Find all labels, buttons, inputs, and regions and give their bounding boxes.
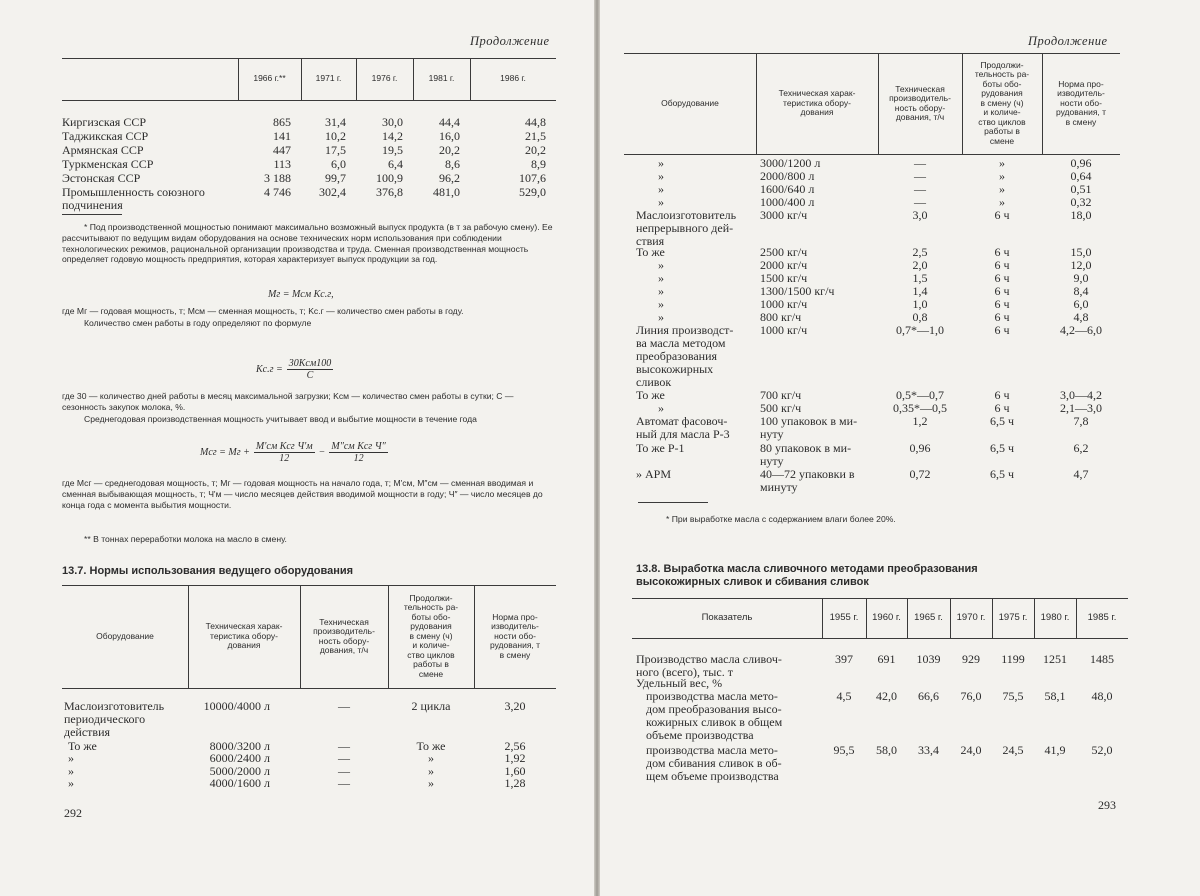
- equip-norm: 2,1—3,0: [1060, 401, 1102, 415]
- continuation-label: Продолжение: [1028, 34, 1108, 48]
- equip-name: То же: [636, 388, 665, 402]
- table-cell: 58,1: [1044, 689, 1066, 703]
- equip-productivity: 0,96: [909, 441, 931, 455]
- table-cell: 19,5: [382, 143, 403, 157]
- row-label: Таджикская ССР: [62, 129, 149, 143]
- equip-spec: 1000 кг/ч: [760, 323, 808, 337]
- footnote-block: [62, 222, 556, 266]
- col-header: 1985 г.: [1087, 612, 1117, 624]
- equip-productivity: —: [914, 169, 926, 183]
- col-header: 1955 г.: [829, 612, 859, 624]
- table-cell: 24,0: [960, 743, 982, 757]
- footnote-paragraph: * Под производственной мощностью понимают максимально возможный выпуск продукта (в т за рабочую смену). Ее рассчитывают по ведущим видам оборудования на основе технических норм использования при соблюдении технологических режимов, рациональной организации производства и труда. Сменная производственная мощность определяет годовую мощность предприятия, которая характеризует выпуск продукции за год.: [62, 222, 553, 265]
- table-cell: 302,4: [319, 185, 346, 199]
- col-header: Продолжи- тельность ра- боты обо- рудования в смену (ч) и количе- ство циклов работы в смене: [974, 59, 1030, 146]
- equip-duration: »: [999, 182, 1005, 196]
- table-cell: 75,5: [1002, 689, 1024, 703]
- equip-duration: »: [428, 764, 434, 778]
- equip-productivity: 0,35*—0,5: [893, 401, 947, 415]
- equip-productivity: —: [914, 195, 926, 209]
- equip-duration: 6 ч: [994, 258, 1010, 272]
- equip-duration: 6 ч: [994, 297, 1010, 311]
- table-cell: 100,9: [376, 171, 403, 185]
- col-header: Продолжи- тельность ра- боты обо- рудования в смену (ч) и количе- ство циклов работы в смене: [403, 592, 459, 679]
- equip-norm: 0,51: [1070, 182, 1092, 196]
- row-label: производства масла мето- дом преобразования высо- кожирных сливок в общем объеме производства: [646, 689, 783, 742]
- equip-name: »: [68, 764, 74, 778]
- equip-spec: 500 кг/ч: [760, 401, 802, 415]
- col-header: 1966 г.**: [253, 73, 286, 84]
- equip-norm: 4,2—6,0: [1060, 323, 1102, 337]
- equip-norm: 4,8: [1073, 310, 1089, 324]
- formula-2: [256, 358, 333, 381]
- col-header: Показатель: [701, 612, 753, 624]
- equip-productivity: —: [338, 751, 350, 765]
- row-label: Удельный вес, %: [636, 676, 723, 690]
- equip-norm: 0,96: [1070, 156, 1092, 170]
- equip-name: »: [658, 182, 664, 196]
- equip-spec: 6000/2400 л: [209, 751, 270, 765]
- equip-spec: 1300/1500 кг/ч: [760, 284, 835, 298]
- equip-norm: 0,32: [1070, 195, 1092, 209]
- row-label: Производство масла сливоч- ного (всего), тыс. т: [636, 652, 782, 679]
- equip-name: »: [658, 169, 664, 183]
- table-cell: 376,8: [376, 185, 403, 199]
- formula-1: Mг = Mсм Kс.г,: [268, 289, 334, 300]
- formula-operator: −: [318, 447, 326, 458]
- formula-lhs: Mсг = Mг +: [200, 447, 250, 458]
- table-cell: 4,5: [836, 689, 852, 703]
- col-header: 1965 г.: [914, 612, 943, 624]
- equip-duration: 2 цикла: [411, 699, 451, 713]
- row-label: Киргизская ССР: [62, 115, 147, 129]
- formula-3: [200, 441, 388, 464]
- table-cell: 76,0: [960, 689, 982, 703]
- equip-spec: 3000/1200 л: [760, 156, 821, 170]
- equip-productivity: —: [914, 182, 926, 196]
- table-cell: 397: [835, 652, 853, 666]
- equip-name: То же Р-1: [636, 441, 685, 455]
- equip-productivity: —: [338, 764, 350, 778]
- table-cell: 1485: [1090, 652, 1114, 666]
- col-header: Норма про- изводитель- ности обо- рудования, т в смену: [1055, 78, 1107, 127]
- equip-norm: 9,0: [1073, 271, 1089, 285]
- equip-norm: 12,0: [1070, 258, 1092, 272]
- table-cell: 30,0: [382, 115, 403, 129]
- equip-duration: 6 ч: [994, 310, 1010, 324]
- table-cell: 42,0: [876, 689, 897, 703]
- equip-norm: 1,60: [504, 764, 526, 778]
- col-header: 1960 г.: [872, 612, 901, 624]
- equip-productivity: 0,72: [909, 467, 931, 481]
- row-label: Эстонская ССР: [62, 171, 141, 185]
- equip-productivity: 1,5: [912, 271, 928, 285]
- table-cell: 6,0: [331, 157, 346, 171]
- equip-productivity: 0,5*—0,7: [896, 388, 944, 402]
- equip-name: »: [658, 156, 664, 170]
- equip-norm: 3,20: [504, 699, 526, 713]
- row-label: Армянская ССР: [62, 143, 144, 157]
- equip-name: »: [658, 284, 664, 298]
- equip-spec: 800 кг/ч: [760, 310, 802, 324]
- table-cell: 3 188: [264, 171, 291, 185]
- equip-spec: 40—72 упаковки в минуту: [760, 467, 855, 494]
- formula-numerator: M'см Kсг Ч'м: [255, 441, 313, 452]
- equip-productivity: 0,8: [912, 310, 928, 324]
- footnote-paragraph: где Mг — годовая мощность, т; Mсм — сменная мощность, т; Kс.г — количество смен работы в году.: [62, 306, 464, 316]
- equip-norm: 1,28: [504, 776, 526, 790]
- equip-spec: 8000/3200 л: [209, 739, 270, 753]
- equip-spec: 3000 кг/ч: [760, 208, 808, 222]
- table-cell: 21,5: [525, 129, 546, 143]
- equip-productivity: 1,4: [912, 284, 928, 298]
- table-cell: 14,2: [382, 129, 403, 143]
- equip-duration: То же: [416, 739, 446, 753]
- table-cell: 99,7: [325, 171, 346, 185]
- equip-spec: 5000/2000 л: [209, 764, 270, 778]
- right-page: [600, 0, 1200, 896]
- equip-spec: 2000/800 л: [760, 169, 815, 183]
- equip-spec: 10000/4000 л: [203, 699, 270, 713]
- equip-name: Линия производст- ва масла методом преобразования высокожирных сливок: [636, 323, 734, 389]
- equip-productivity: —: [338, 739, 350, 753]
- equip-name: »: [658, 195, 664, 209]
- equip-spec: 700 кг/ч: [760, 388, 802, 402]
- table-cell: 929: [962, 652, 980, 666]
- equip-norm: 7,8: [1073, 414, 1089, 428]
- equip-duration: 6 ч: [994, 388, 1010, 402]
- table-cell: 141: [273, 129, 291, 143]
- equip-productivity: 1,2: [912, 414, 928, 428]
- table-cell: 95,5: [833, 743, 855, 757]
- continuation-label: Продолжение: [470, 34, 550, 48]
- table-cell: 113: [273, 157, 291, 171]
- left-page: [0, 0, 594, 896]
- col-header: Техническая производитель- ность обору- дования, т/ч: [889, 83, 951, 122]
- equip-spec: 2500 кг/ч: [760, 245, 808, 259]
- col-header: Техническая харак- теристика обору- дования: [778, 88, 856, 118]
- equip-norm: 18,0: [1070, 208, 1092, 222]
- equip-norm: 0,64: [1070, 169, 1092, 183]
- equip-spec: 4000/1600 л: [209, 776, 270, 790]
- table-cell: 529,0: [519, 185, 546, 199]
- equip-duration: 6 ч: [994, 271, 1010, 285]
- equip-norm: 3,0—4,2: [1060, 388, 1102, 402]
- equip-duration: 6,5 ч: [989, 441, 1015, 455]
- equip-spec: 80 упаковок в ми- нуту: [760, 441, 852, 468]
- equip-productivity: 0,7*—1,0: [896, 323, 944, 337]
- col-header: Техническая производитель- ность обору- дования, т/ч: [313, 616, 375, 655]
- equip-name: Маслоизготовитель периодического действия: [64, 699, 165, 739]
- equip-duration: 6 ч: [994, 208, 1010, 222]
- table-cell: 16,0: [439, 129, 460, 143]
- table-cell: 8,9: [531, 157, 546, 171]
- equip-norm: 4,7: [1073, 467, 1089, 481]
- table-cell: 44,4: [439, 115, 460, 129]
- table-cell: 107,6: [519, 171, 546, 185]
- formula-denominator: 12: [353, 453, 364, 464]
- equip-duration: »: [999, 169, 1005, 183]
- equip-duration: 6 ч: [994, 245, 1010, 259]
- section-title: 13.7. Нормы использования ведущего оборудования: [62, 565, 354, 577]
- equip-duration: 6 ч: [994, 284, 1010, 298]
- footnote-block-3: [62, 391, 556, 425]
- equip-norm: 6,0: [1073, 297, 1089, 311]
- row-label: производства масла мето- дом сбивания сливок в об- щем объеме производства: [646, 743, 782, 783]
- table-cell: 31,4: [325, 115, 346, 129]
- col-header: Оборудование: [661, 97, 719, 108]
- equip-name: »: [68, 751, 74, 765]
- col-header: 1970 г.: [956, 612, 986, 624]
- equip-productivity: 2,5: [912, 245, 928, 259]
- col-header: 1981 г.: [428, 73, 455, 84]
- equip-norm: 15,0: [1070, 245, 1092, 259]
- equip-name: »: [658, 401, 664, 415]
- formula-denominator: 12: [279, 453, 290, 464]
- table-cell: 58,0: [876, 743, 897, 757]
- footnote-paragraph: Количество смен работы в году определяют по формуле: [84, 317, 312, 328]
- col-header: 1986 г.: [500, 73, 526, 84]
- equip-productivity: —: [338, 699, 350, 713]
- footnote-paragraph: Среднегодовая производственная мощность учитывает ввод и выбытие мощности в течение года: [84, 413, 477, 424]
- section-title: 13.8. Выработка масла сливочного методами преобразования высокожирных сливок и сбивания сливок: [636, 563, 978, 588]
- row-label: Промышленность союзного подчинения: [62, 185, 205, 212]
- footnote-block-2: [62, 306, 556, 330]
- equip-name: »: [658, 310, 664, 324]
- table-cell: 66,6: [918, 689, 939, 703]
- row-label: Туркменская ССР: [62, 157, 154, 171]
- table-cell: 447: [273, 143, 291, 157]
- col-header: Оборудование: [96, 630, 154, 641]
- equip-name: »: [68, 776, 74, 790]
- col-header: 1980 г.: [1040, 612, 1070, 624]
- page-number: 292: [64, 806, 82, 820]
- table-cell: 691: [877, 652, 896, 666]
- formula-numerator: 30Kсм100: [288, 358, 332, 369]
- equip-productivity: —: [914, 156, 926, 170]
- equip-norm: 2,56: [504, 739, 526, 753]
- equip-duration: 6,5 ч: [989, 414, 1015, 428]
- equip-productivity: 1,0: [912, 297, 928, 311]
- footnote-double-star: ** В тоннах переработки молока на масло в смену.: [84, 534, 287, 544]
- equip-name: »: [658, 258, 664, 272]
- equip-duration: »: [999, 195, 1005, 209]
- equip-productivity: —: [338, 776, 350, 790]
- equip-duration: 6,5 ч: [989, 467, 1015, 481]
- footnote-block-4: [62, 478, 556, 511]
- table-cell: 20,2: [525, 143, 546, 157]
- table-cell: 1039: [916, 652, 941, 666]
- equip-duration: 6 ч: [994, 401, 1010, 415]
- equip-name: Автомат фасовоч- ный для масла Р-3: [636, 414, 730, 441]
- table-cell: 20,2: [439, 143, 460, 157]
- formula-numerator: M″см Kсг Ч″: [331, 441, 386, 452]
- table-cell: 96,2: [439, 171, 460, 185]
- page-number: 293: [1098, 798, 1116, 812]
- table-cell: 481,0: [433, 185, 460, 199]
- formula-lhs: Kс.г =: [256, 364, 283, 375]
- equip-name: То же: [68, 739, 97, 753]
- table-cell: 8,6: [445, 157, 460, 171]
- col-header: 1976 г.: [371, 73, 398, 84]
- table-cell: 24,5: [1002, 743, 1024, 757]
- table-cell: 33,4: [918, 743, 939, 757]
- table-cell: 10,2: [325, 129, 346, 143]
- equip-spec: 1000 кг/ч: [760, 297, 808, 311]
- equip-norm: 8,4: [1073, 284, 1089, 298]
- col-header: Норма про- изводитель- ности обо- рудования, т в смену: [489, 611, 541, 660]
- equip-duration: »: [999, 156, 1005, 170]
- equip-name: »: [658, 271, 664, 285]
- table-cell: 44,8: [525, 115, 546, 129]
- equip-productivity: 3,0: [912, 208, 928, 222]
- table-cell: 52,0: [1091, 743, 1113, 757]
- equip-norm: 1,92: [504, 751, 526, 765]
- table-cell: 865: [273, 115, 291, 129]
- table-cell: 4 746: [264, 185, 291, 199]
- footnote-paragraph: где Mсг — среднегодовая мощность, т; Mг — годовая мощность на начало года, т; M'см, M″см — сменная вводимая и сменная выбывающая мощность, т; Ч'м — число месяцев действия вводимой мощности в году; Ч″ — число месяцев до конца года с момента выбытия мощности.: [62, 478, 543, 510]
- table-cell: 48,0: [1091, 689, 1113, 703]
- col-header: Техническая харак- теристика обору- дования: [205, 621, 283, 651]
- equip-duration: »: [428, 776, 434, 790]
- col-header: 1971 г.: [315, 73, 342, 84]
- formula-denominator: C: [306, 370, 314, 381]
- equip-duration: 6 ч: [994, 323, 1010, 337]
- equip-name: Маслоизготовитель непрерывного дей- ствия: [636, 208, 737, 248]
- equip-spec: 2000 кг/ч: [760, 258, 808, 272]
- equip-spec: 1500 кг/ч: [760, 271, 808, 285]
- equip-duration: »: [428, 751, 434, 765]
- table-cell: 6,4: [388, 157, 403, 171]
- footnote-paragraph: где 30 — количество дней работы в месяц максимальной загрузки; Kсм — количество смен работы в сутки; C — сезонность закупок молока, %.: [62, 391, 514, 412]
- equip-spec: 1000/400 л: [760, 195, 815, 209]
- equip-spec: 100 упаковок в ми- нуту: [760, 414, 858, 441]
- equip-norm: 6,2: [1073, 441, 1089, 455]
- table-cell: 1251: [1043, 652, 1067, 666]
- col-header: 1975 г.: [998, 612, 1028, 624]
- equip-name: » АРМ: [636, 467, 672, 481]
- equip-productivity: 2,0: [912, 258, 928, 272]
- equip-name: То же: [636, 245, 665, 259]
- table-cell: 1199: [1001, 652, 1025, 666]
- equip-spec: 1600/640 л: [760, 182, 815, 196]
- equip-name: »: [658, 297, 664, 311]
- table-cell: 41,9: [1044, 743, 1066, 757]
- table-cell: 17,5: [325, 143, 346, 157]
- footnote: * При выработке масла с содержанием влаги более 20%.: [666, 514, 896, 524]
